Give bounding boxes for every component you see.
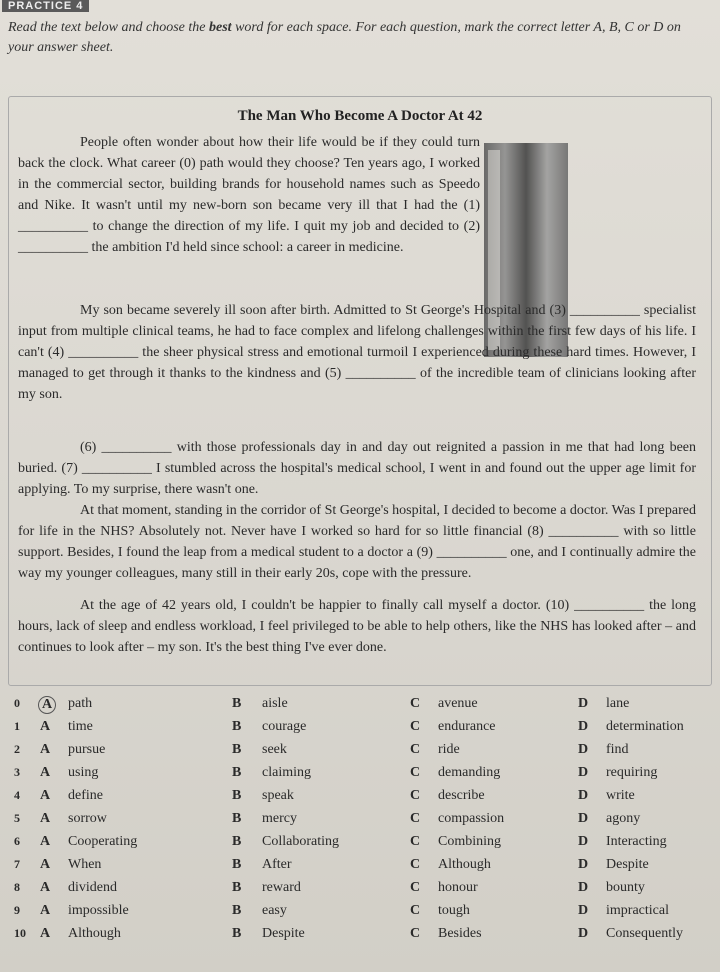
option-a[interactable]: time [68, 719, 93, 734]
option-letter-b[interactable]: B [232, 696, 242, 711]
option-row-0 [10, 694, 710, 717]
option-row-1 [10, 717, 710, 740]
option-row-2 [10, 740, 710, 763]
question-number: 4 [14, 788, 20, 802]
option-b[interactable]: seek [262, 742, 287, 757]
option-letter-a[interactable]: A [40, 719, 51, 734]
option-a[interactable]: path [68, 696, 93, 711]
question-number: 0 [14, 696, 20, 710]
question-number: 8 [14, 880, 20, 894]
option-letter-b[interactable]: B [232, 903, 242, 918]
option-letter-c[interactable]: C [410, 834, 421, 849]
option-letter-a[interactable]: A [40, 788, 51, 803]
option-letter-c[interactable]: C [410, 696, 421, 711]
option-letter-a[interactable]: A [40, 742, 51, 757]
option-letter-d[interactable]: D [578, 857, 589, 872]
question-number: 1 [14, 719, 20, 733]
option-a[interactable]: dividend [68, 880, 117, 895]
option-letter-d[interactable]: D [578, 788, 589, 803]
option-b[interactable]: Collaborating [262, 834, 339, 849]
option-c[interactable]: ride [438, 742, 460, 757]
question-number: 9 [14, 903, 20, 917]
option-letter-c[interactable]: C [410, 811, 421, 826]
instruction-bold: best [209, 20, 232, 35]
option-b[interactable]: courage [262, 719, 307, 734]
option-c[interactable]: honour [438, 880, 478, 895]
option-d[interactable]: Despite [606, 857, 649, 872]
option-letter-a[interactable]: A [40, 857, 51, 872]
option-b[interactable]: reward [262, 880, 301, 895]
option-row-6 [10, 832, 710, 855]
option-a[interactable]: When [68, 857, 102, 872]
option-row-5 [10, 809, 710, 832]
option-letter-b[interactable]: B [232, 788, 242, 803]
option-b[interactable]: claiming [262, 765, 311, 780]
option-c[interactable]: Combining [438, 834, 502, 849]
option-d[interactable]: determination [606, 719, 684, 734]
option-d[interactable]: agony [606, 811, 641, 826]
option-c[interactable]: compassion [438, 811, 505, 826]
option-row-7 [10, 855, 710, 878]
option-letter-a[interactable]: A [40, 880, 51, 895]
option-d[interactable]: Interacting [606, 834, 667, 849]
option-row-9 [10, 901, 710, 924]
option-letter-b[interactable]: B [232, 811, 242, 826]
option-row-10 [10, 924, 710, 947]
question-number: 3 [14, 765, 20, 779]
option-letter-d[interactable]: D [578, 765, 589, 780]
question-number: 5 [14, 811, 20, 825]
option-letter-d[interactable]: D [578, 926, 589, 941]
answer-options [10, 694, 710, 947]
option-letter-c[interactable]: C [410, 765, 421, 780]
option-d[interactable]: find [606, 742, 629, 757]
option-letter-c[interactable]: C [410, 926, 421, 941]
option-a[interactable]: pursue [68, 742, 106, 757]
option-letter-b[interactable]: B [232, 742, 242, 757]
option-letter-d[interactable]: D [578, 903, 589, 918]
option-letter-d[interactable]: D [578, 719, 589, 734]
option-letter-a[interactable]: A [40, 834, 51, 849]
option-letter-b[interactable]: B [232, 834, 242, 849]
option-letter-d[interactable]: D [578, 811, 589, 826]
option-row-8 [10, 878, 710, 901]
option-letter-c[interactable]: C [410, 742, 421, 757]
option-letter-d[interactable]: D [578, 880, 589, 895]
option-d[interactable]: requiring [606, 765, 658, 780]
option-d[interactable]: impractical [606, 903, 669, 918]
option-b[interactable]: After [262, 857, 292, 872]
option-c[interactable]: avenue [438, 696, 478, 711]
option-a[interactable]: Although [68, 926, 121, 941]
option-a[interactable]: using [68, 765, 99, 780]
option-c[interactable]: Besides [438, 926, 482, 941]
option-b[interactable]: speak [262, 788, 294, 803]
option-c[interactable]: describe [438, 788, 485, 803]
option-a[interactable]: Cooperating [68, 834, 138, 849]
practice-label: PRACTICE 4 [2, 0, 89, 12]
paragraph-3: (6) __________ with those professionals day in and day out reignited a passion in me that had long been buried. (7) __________ I stumbled across the hospital's medical school, I went in and found out the upper age limit for applying. To my surprise, there wasn't one. [18, 440, 696, 497]
paragraph-2 [18, 300, 696, 405]
option-d[interactable]: write [606, 788, 635, 803]
question-number: 2 [14, 742, 20, 756]
option-letter-c[interactable]: C [410, 719, 421, 734]
article-title: The Man Who Become A Doctor At 42 [237, 108, 483, 124]
option-c[interactable]: endurance [438, 719, 496, 734]
option-letter-b[interactable]: B [232, 719, 242, 734]
paragraph-1: People often wonder about how their life would be if they could turn back the clock. What career (0) path would they choose? Ten years ago, I worked in the commercial sector, building brands for household names such as Speedo and Nike. It wasn't until my new-born son became very ill that I had the (1) __________ to change the direction of my life. I quit my job and decided to (2) __________ the ambition I'd held since school: a career in medicine. [18, 135, 480, 255]
option-a[interactable]: impossible [68, 903, 129, 918]
option-b[interactable]: aisle [262, 696, 288, 711]
option-c[interactable]: Although [438, 857, 491, 872]
option-letter-a[interactable]: A [40, 811, 51, 826]
option-a[interactable]: sorrow [68, 811, 107, 826]
instruction-post: word for each space. For each question, mark the correct letter A, B, C or D on your answer sheet. [8, 20, 681, 55]
option-letter-c[interactable]: C [410, 857, 421, 872]
option-letter-a[interactable]: A [40, 765, 51, 780]
option-letter-a[interactable]: A [38, 696, 56, 714]
option-row-3 [10, 763, 710, 786]
question-number: 6 [14, 834, 20, 848]
option-a[interactable]: define [68, 788, 103, 803]
option-d[interactable]: lane [606, 696, 630, 711]
question-number: 7 [14, 857, 20, 871]
option-letter-b[interactable]: B [232, 857, 242, 872]
option-d[interactable]: Consequently [606, 926, 683, 941]
option-letter-b[interactable]: B [232, 765, 242, 780]
question-number: 10 [14, 926, 26, 940]
option-d[interactable]: bounty [606, 880, 645, 895]
option-letter-a[interactable]: A [40, 926, 51, 941]
option-row-4 [10, 786, 710, 809]
option-letter-b[interactable]: B [232, 880, 242, 895]
option-letter-c[interactable]: C [410, 788, 421, 803]
option-c[interactable]: tough [438, 903, 470, 918]
option-letter-c[interactable]: C [410, 903, 421, 918]
paragraph-2-text: My son became severely ill soon after birth. Admitted to St George's Hospital and (3) __________ specialist input from multiple clinical teams, he had to face complex and lifelong challenges within the first few days of his life. I can't (4) __________ the sheer physical stress and emotional turmoil I experienced during these hard times. However, I managed to get through it thanks to the kindness and (5) __________ of the incredible team of clinicians looking after my son. [18, 303, 696, 402]
option-letter-d[interactable]: D [578, 742, 589, 757]
option-letter-d[interactable]: D [578, 834, 589, 849]
option-c[interactable]: demanding [438, 765, 501, 780]
option-letter-a[interactable]: A [40, 903, 51, 918]
paragraph-4: At that moment, standing in the corridor of St George's hospital, I decided to become a doctor. Was I prepared for life in the NHS? Absolutely not. Never have I worked so hard for so little financial (8) __________ with so little support. Besides, I found the leap from a medical student to a doctor a (9) __________ one, and I continually admire the way my younger colleagues, many still in their early 20s, cope with the pressure. [18, 503, 696, 581]
option-b[interactable]: Despite [262, 926, 305, 941]
option-b[interactable]: easy [262, 903, 287, 918]
instruction-pre: Read the text below and choose the [8, 20, 209, 35]
option-letter-b[interactable]: B [232, 926, 242, 941]
paragraph-5: At the age of 42 years old, I couldn't be happier to finally call myself a doctor. (10) __________ the long hours, lack of sleep and endless workload, I feel privileged to be able to help others, like the NHS has looked after – and continues to look after – my son. It's the best thing I've ever done. [18, 598, 696, 655]
instruction-text [8, 18, 708, 58]
option-letter-c[interactable]: C [410, 880, 421, 895]
option-letter-d[interactable]: D [578, 696, 589, 711]
option-b[interactable]: mercy [262, 811, 297, 826]
